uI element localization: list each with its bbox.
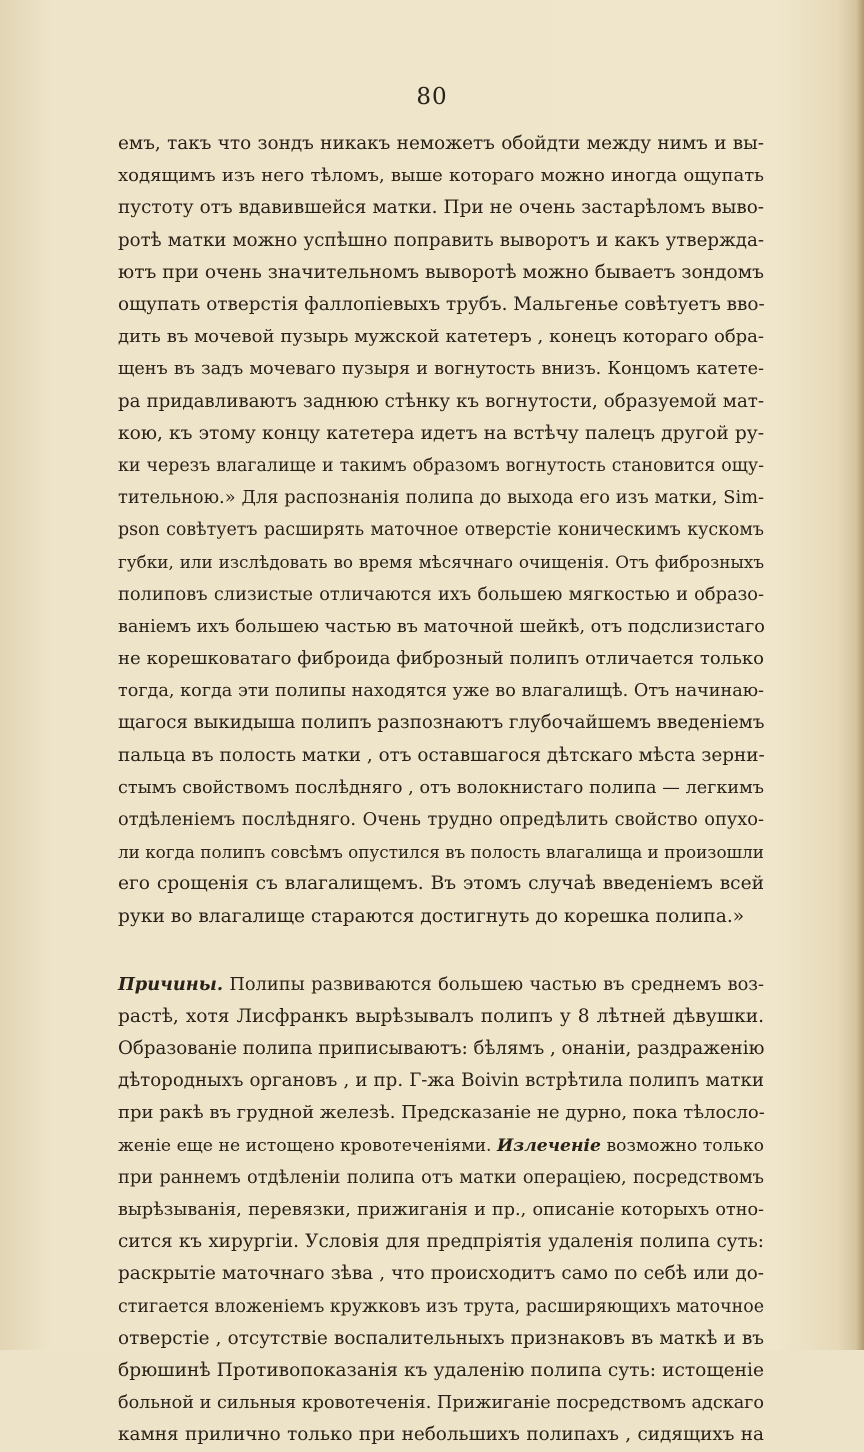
text-line: губки, или изслѣдовать во время мѣсячнаго очищенія. Отъ фиброзныхъ [118,552,764,573]
text-line: не корешковатаго фиброида фиброзный полипъ отличается только [118,648,764,669]
text-line: тогда, когда эти полипы находятся уже во влагалищѣ. Отъ начинаю- [118,681,764,702]
text-line: растѣ, хотя Лисфранкъ вырѣзывалъ полипъ у 8 лѣтней дѣвушки. [118,1005,764,1027]
page-edge-shadow [856,0,864,1350]
text-line: ротѣ матки можно успѣшно поправить выворотъ и какъ утвержда- [118,229,764,251]
text-line: Причины. Полипы развиваются большею частью въ среднемъ воз- [118,973,764,995]
text-line: при раннемъ отдѣленіи полипа отъ матки операціею, посредствомъ [118,1166,764,1188]
text-line: женіе еще не истощено кровотеченіями. Излеченіе возможно только [118,1135,764,1156]
paragraph-gap [118,933,764,969]
text-line: брюшинѣ Противопоказанія къ удаленію полипа суть: истощеніе [118,1359,764,1381]
text-line: кою, къ этому концу катетера идетъ на встѣчу палецъ другой ру- [118,422,764,444]
text-line: щенъ въ задъ мочеваго пузыря и вогнутость внизъ. Концомъ катете- [118,359,764,380]
text-line: вырѣзыванія, перевязки, прижиганія и пр., описаніе которыхъ отно- [118,1200,764,1220]
text-line: дить въ мочевой пузырь мужской катетеръ , конецъ котораго обра- [118,326,764,348]
text-line: больной и сильныя кровотеченія. Прижиганіе посредствомъ адскаго [118,1393,764,1414]
paragraph-diagnosis [118,128,764,933]
text-line: стигается вложеніемъ кружковъ изъ трута, расширяющихъ маточное [118,1296,764,1317]
text-line: отдѣленіемъ послѣдняго. Очень трудно опредѣлить свойство опухо- [118,808,764,830]
text-line: стымъ свойствомъ послѣдняго , отъ волокнистаго полипа — легкимъ [118,777,764,798]
section-heading-treatment: Излеченіе [497,1135,601,1156]
text-line: пальца въ полость матки , отъ оставшагося дѣтскаго мѣста зерни- [118,744,765,766]
text-line: ра придавливаютъ заднюю стѣнку къ вогнутости, образуемой мат- [118,390,764,412]
body-text [118,128,764,1452]
text-line: пустоту отъ вдавившейся матки. При не очень застарѣломъ выво- [118,197,764,219]
text-line: ки черезъ влагалище и такимъ образомъ вогнутость становится ощу- [118,455,764,476]
paragraph-causes [118,969,764,1452]
text-line: ходящимъ изъ него тѣломъ, выше котораго можно иногда ощупать [118,165,764,187]
text-line: ютъ при очень значительномъ выворотѣ можно бываетъ зондомъ [118,261,764,283]
text-line: его срощенія съ влагалищемъ. Въ этомъ случаѣ введеніемъ всей [118,873,764,895]
text-line: камня прилично только при небольшихъ полипахъ , сидящихъ на [118,1424,764,1446]
text-line: Образованіе полипа приписываютъ: бѣлямъ , онаніи, раздраженію [118,1038,765,1060]
text-line: тительною.» Для распознанія полипа до выхода его изъ матки, Sim- [118,487,764,509]
text-line: полиповъ слизистые отличаются ихъ большею мягкостью и образо- [118,583,764,605]
text-line: pson совѣтуетъ расширять маточное отверстіе коническимъ кускомъ [118,520,764,541]
text-line: ощупать отверстія фаллопіевыхъ трубъ. Мальгенье совѣтуетъ вво- [118,293,765,315]
text-line: при ракѣ въ грудной железѣ. Предсказаніе не дурно, пока тѣлосло- [118,1102,765,1124]
text-line: раскрытіе маточнаго зѣва , что происходитъ само по себѣ или до- [118,1263,764,1285]
text-line: ваніемъ ихъ большею частью въ маточной шейкѣ, отъ подслизистаго [118,616,765,637]
text-line: щагося выкидыша полипъ разпознаютъ глубочайшемъ введеніемъ [118,712,765,734]
text-line: дѣтородныхъ органовъ , и пр. Г-жа Boivin встрѣтила полипъ матки [118,1070,764,1092]
page-number: 80 [416,84,448,110]
text-line: отверстіе , отсутствіе воспалительныхъ признаковъ въ маткѣ и въ [118,1327,764,1349]
text-line: сится къ хирургіи. Условія для предпріятія удаленія полипа суть: [118,1231,764,1253]
text-line: руки во влагалище стараются достигнуть до корешка полипа.» [118,905,745,927]
text-line: ли когда полипъ совсѣмъ опустился въ полость влагалища и произошли [118,842,764,863]
text-line: емъ, такъ что зондъ никакъ неможетъ обойдти между нимъ и вы- [118,133,764,154]
section-heading-causes: Причины. [118,973,224,995]
